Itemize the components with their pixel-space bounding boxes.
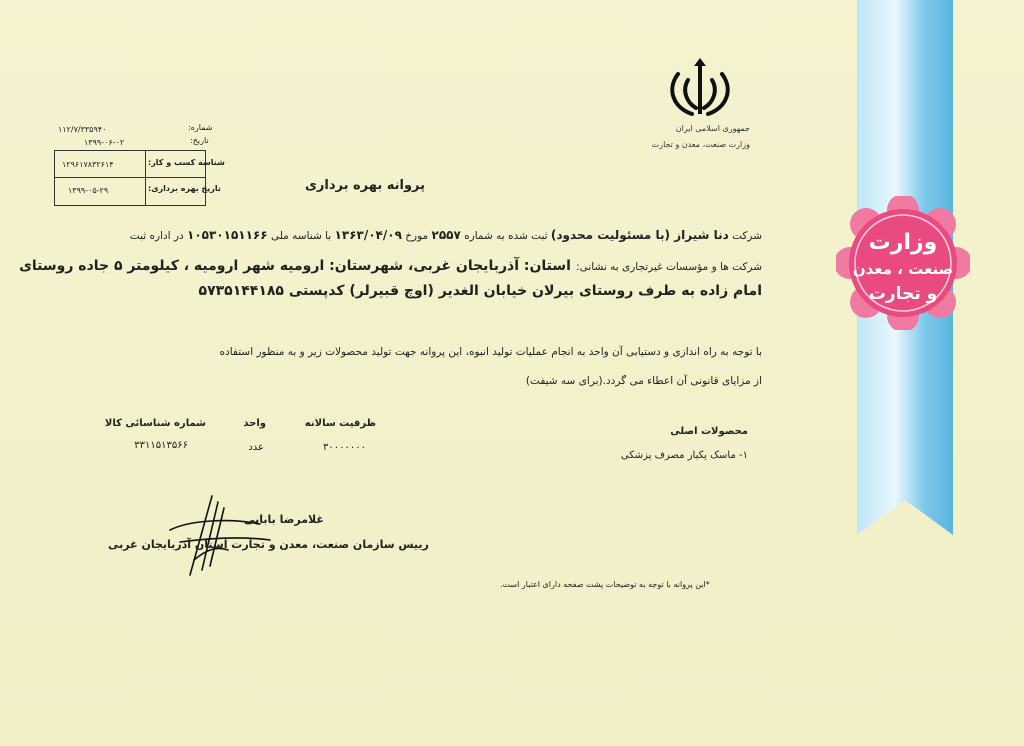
product-code: ۳۳۱۱۵۱۳۵۶۶	[134, 440, 188, 451]
signer-name: غلامرضا بابایی	[244, 513, 324, 526]
meta-operation-date-label: تاریخ بهره برداری:	[148, 184, 221, 193]
meta-date-label: تاریخ:	[190, 136, 209, 145]
page-title: پروانه بهره برداری	[304, 178, 426, 193]
ministry-seal	[836, 196, 970, 330]
body-line1-d: با شناسه ملی	[270, 230, 332, 242]
seal-text-line1: وزارت	[868, 230, 938, 255]
footnote: *این پروانه با توجه به توضیحات پشت صفحه دارای اعتبار است.	[500, 580, 710, 589]
header-country: جمهوری اسلامی ایران	[675, 124, 750, 133]
body-line-2	[19, 255, 762, 274]
registration-number: ۲۵۵۷	[431, 228, 461, 242]
meta-operation-date-value: ۱۳۹۹-۰۵-۲۹	[68, 186, 109, 195]
header-ministry: وزارت صنعت، معدن و تجارت	[651, 140, 750, 149]
meta-business-id-value: ۱۲۹۶۱۷۸۳۲۶۱۴	[62, 160, 114, 169]
body-line-1	[130, 228, 762, 242]
body-line-4: با توجه به راه اندازی و دستیابی آن واحد به انجام عملیات تولید انبوه، این پروانه جهت تولید محصولات زیر و به منظور استفاده	[219, 346, 762, 358]
seal-text-line2: صنعت ، معدن	[852, 260, 954, 278]
body-line1-c: مورخ	[405, 230, 429, 242]
body-line1-b: ثبت شده به شماره	[464, 230, 548, 242]
address-part-2: امام زاده به طرف روستای بیرلان خیابان الغدیر (اوچ قبیرلر) کدپستی ۵۷۳۵۱۴۴۱۸۵	[198, 283, 762, 299]
signer-title: رییس سازمان صنعت، معدن و تجارت استان آذربایجان غربی	[108, 538, 429, 551]
meta-date-value: ۱۳۹۹-۰۶-۰۲	[84, 138, 125, 147]
column-header-code: شماره شناسائی کالا	[104, 418, 206, 429]
handwritten-signature	[150, 490, 290, 580]
meta-number-value: ۱۱۲/۷/۳۳۵۹۴۰	[58, 125, 107, 134]
product-name: ۱- ماسک یکبار مصرف پزشکی	[620, 450, 748, 461]
body-line-5: از مزایای قانونی آن اعطاء می گردد.(برای سه شیفت)	[525, 375, 762, 387]
product-capacity: ۳۰۰۰۰۰۰۰	[323, 442, 366, 453]
address-part-1: استان: آذربایجان غربی، شهرستان: ارومیه شهر ارومیه ، کیلومتر ۵ جاده روستای	[19, 258, 571, 274]
iran-emblem-icon	[664, 56, 736, 120]
national-id: ۱۰۵۳۰۱۵۱۱۶۶	[187, 228, 268, 242]
registration-date: ۱۳۶۳/۰۴/۰۹	[334, 228, 402, 242]
body-line1-a: شرکت	[732, 230, 762, 242]
column-header-unit: واحد	[243, 418, 266, 429]
column-header-product: محصولات اصلی	[670, 426, 748, 437]
meta-number-label: شماره:	[188, 123, 213, 132]
meta-business-id-label: شناسه کسب و کار:	[148, 158, 225, 167]
column-header-capacity: ظرفیت سالانه	[304, 418, 376, 429]
seal-text-line3: و تجارت	[868, 284, 938, 304]
body-line2-a: شرکت ها و مؤسسات غیرتجاری به نشانی:	[576, 261, 762, 273]
company-name: دنا شیراز (با مسئولیت محدود)	[550, 228, 729, 242]
product-unit: عدد	[248, 442, 264, 453]
body-line1-e: در اداره ثبت	[129, 230, 184, 242]
